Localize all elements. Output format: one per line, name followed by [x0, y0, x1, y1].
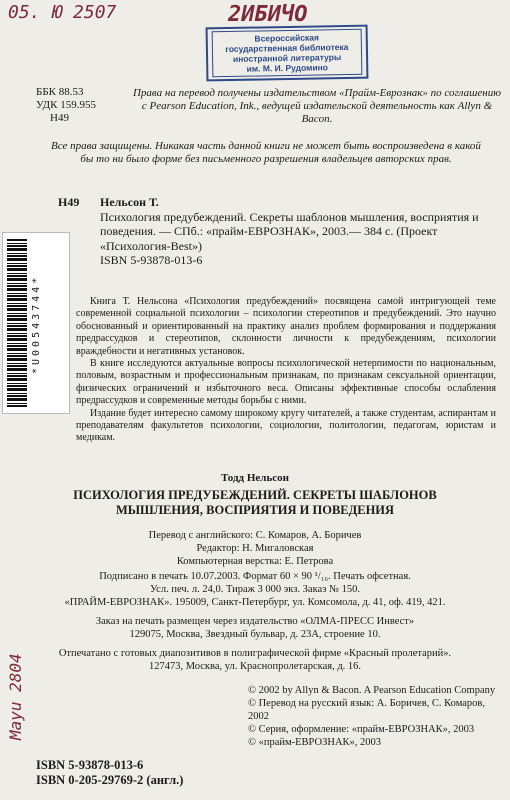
isbn-russian: ISBN 5-93878-013-6	[36, 758, 144, 772]
order-address: 129075, Москва, Звездный бульвар, д. 23А, строение 10.	[129, 629, 381, 640]
catalog-description: Психология предубеждений. Секреты шаблонов мышления, восприятия и поведения. — СПб.: «прайм-ЕВРОЗНАК», 2003.— 384 с. (Проект «Психология-Best»)	[100, 209, 479, 253]
copyright-line: © 2002 by Allyn & Bacon. A Pearson Education Company	[248, 685, 496, 696]
copyright-line: © Перевод на русский язык: А. Боричев, С. Комаров, 2002	[248, 698, 486, 722]
credits	[0, 529, 510, 568]
stamp-line: иностранной литературы	[232, 52, 342, 64]
library-barcode	[2, 232, 70, 414]
credit-layout: Компьютерная верстка: Е. Петрова	[176, 556, 334, 567]
isbn-english: ISBN 0-205-29769-2 (англ.)	[36, 773, 184, 787]
printing-address: 127473, Москва, ул. Краснопролетарская, д. 16.	[148, 661, 362, 672]
catalog-entry	[100, 195, 500, 268]
abstract-paragraph: В книге исследуются актуальные вопросы психологической нетерпимости по национальным, половым, возрастным и профессиональным признакам, по признакам сексуальной ориентации, физических ограничений и избыточного веса. Описаны эффективные способы ослабления предрассудков и современные методы борьбы с ними.	[76, 358, 496, 407]
credit-translation: Перевод с английского: С. Комаров, А. Боричев	[148, 530, 362, 541]
publisher-address: «ПРАЙМ-ЕВРОЗНАК». 195009, Санкт-Петербург, ул. Комсомола, д. 41, оф. 419, 421.	[64, 597, 446, 608]
catalog-sign: Н49	[58, 195, 80, 209]
printing-house: Отпечатано с готовых диапозитивов в полиграфической фирме «Красный пролетарий».	[58, 648, 452, 659]
handwritten-inventory-number: 2ИБИЧО	[228, 2, 308, 27]
library-stamp	[206, 25, 369, 82]
order-note: Заказ на печать размещен через издательство «ОЛМА-ПРЕСС Инвест»	[95, 616, 415, 627]
print-signed: Подписано в печать 10.07.2003. Формат 60 × 90 ¹/₁₆. Печать офсетная.	[99, 571, 411, 582]
stamp-line: государственная библиотека	[225, 41, 349, 55]
abstract-paragraph: Книга Т. Нельсона «Психология предубеждений» посвящена самой интригующей теме современной социальной психологии – психологии стереотипов и предубеждений. Это научно обоснованный и ориентированный на практику анализ проблем формирования и поддержания предрассудков и стереотипов, склонности личности к предубеждениям, психологии враждебности и негативных установок.	[76, 296, 496, 357]
handwritten-side-note: Mayu 2804	[6, 653, 25, 740]
credit-editor: Редактор: Н. Мигаловская	[196, 543, 314, 554]
translation-rights-note: Права на перевод получены издательством «Прайм-Еврознак» по соглашению с Pearson Education, Ink., ведущей издательской деятельность как Allyn & Bacon.	[132, 87, 502, 125]
barcode-bars	[7, 239, 27, 407]
catalog-author: Нельсон Т.	[100, 195, 159, 209]
book-title-line: ПСИХОЛОГИЯ ПРЕДУБЕЖДЕНИЙ. СЕКРЕТЫ ШАБЛОНОВ	[73, 488, 437, 502]
bbk-code: ББК 88.53	[36, 86, 84, 98]
book-title-line: МЫШЛЕНИЯ, ВОСПРИЯТИЯ И ПОВЕДЕНИЯ	[115, 503, 395, 517]
handwritten-shelfmark: 05. Ю 2507	[8, 2, 117, 23]
book-title	[0, 488, 510, 518]
barcode-digits: *U00543744*	[31, 274, 42, 374]
book-author: Тодд Нельсон	[220, 472, 290, 484]
isbn-block	[36, 758, 183, 788]
print-sheets: Усл. печ. л. 24,0. Тираж 3 000 экз. Заказ № 150.	[150, 584, 360, 595]
copyright-line: © Серия, оформление: «прайм-ЕВРОЗНАК», 2003	[248, 724, 475, 735]
author-sign: Н49	[50, 112, 69, 124]
stamp-line: им. М. И. Рудомино	[246, 62, 329, 74]
copyright-line: © «прайм-ЕВРОЗНАК», 2003	[248, 737, 382, 748]
all-rights-reserved: Все права защищены. Никакая часть данной книги не может быть воспроизведена в какой бы то ни было форме без письменного разрешения владельцев авторских прав.	[51, 140, 481, 165]
abstract-paragraph: Издание будет интересно самому широкому кругу читателей, а также студентам, аспирантам и преподавателям факультетов психологии, социологии, политологии, педагогам, юристам и медикам.	[76, 407, 496, 444]
udk-code: УДК 159.955	[36, 99, 97, 111]
stamp-line: Всероссийская	[254, 32, 320, 44]
catalog-isbn: ISBN 5-93878-013-6	[100, 253, 203, 267]
copyright-block	[248, 684, 498, 749]
print-details	[0, 570, 510, 673]
classification-codes	[36, 86, 96, 125]
book-abstract	[76, 296, 496, 445]
